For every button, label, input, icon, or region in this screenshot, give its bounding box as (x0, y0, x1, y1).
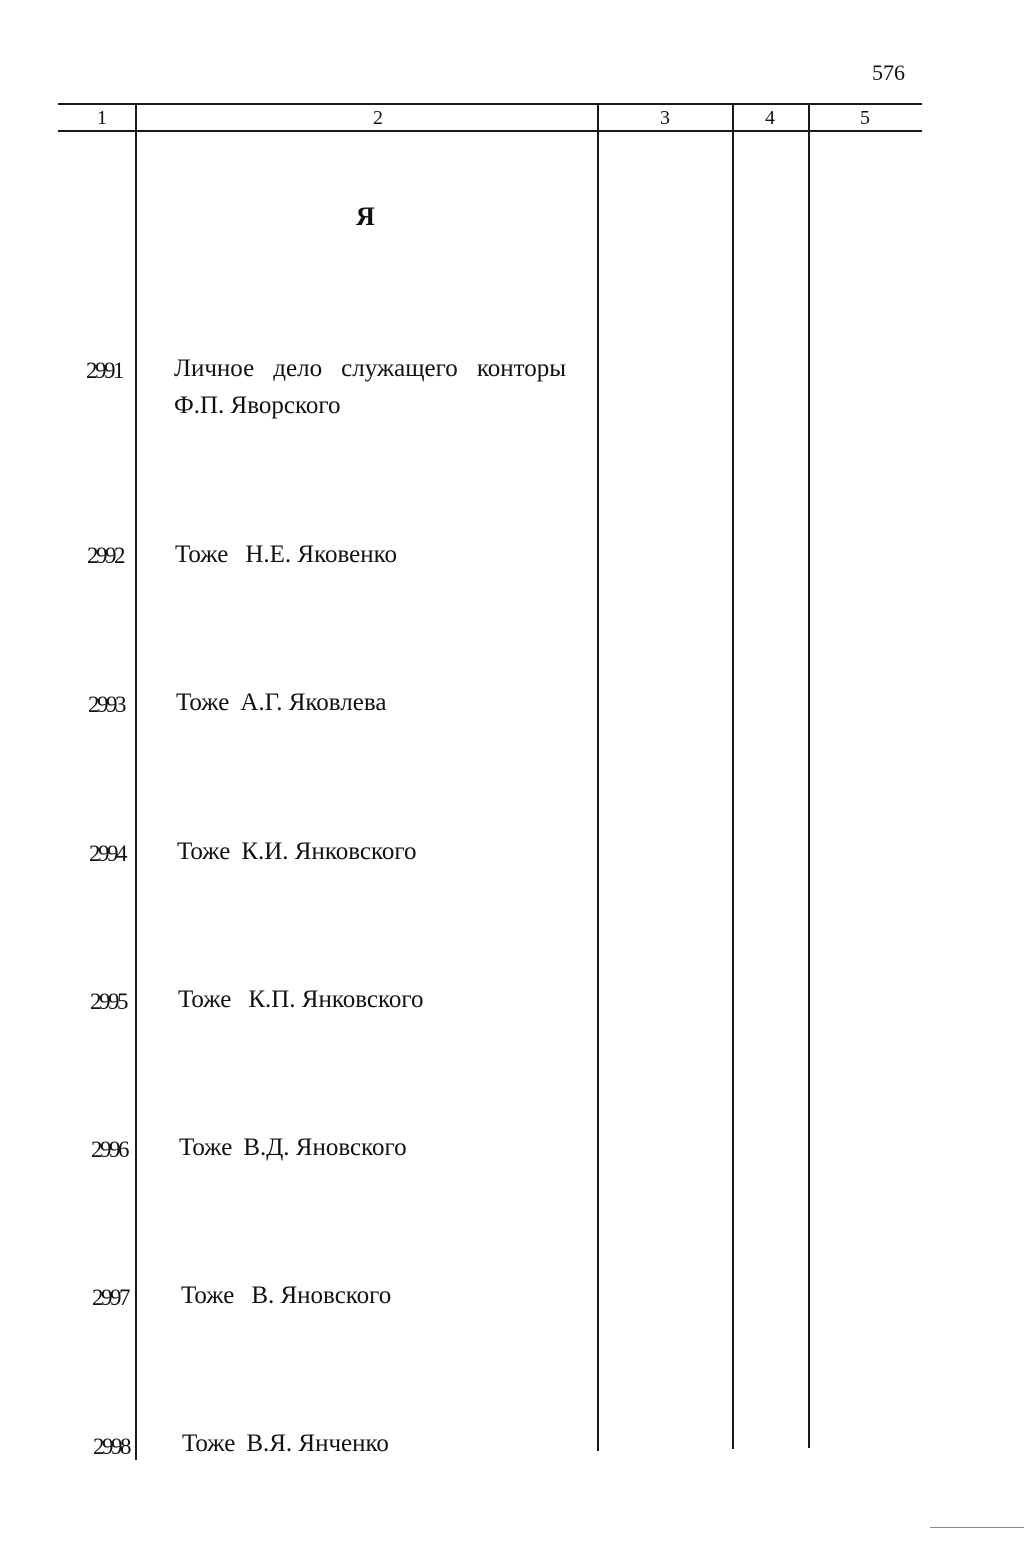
page-number: 576 (872, 60, 905, 85)
scan-edge-line (930, 1527, 1024, 1528)
record-title-line1: Личное дело служащего конторы (174, 355, 566, 382)
record-title (174, 350, 566, 424)
table-header-rule (58, 130, 922, 132)
record-prefix: Тоже (179, 1134, 233, 1161)
record-prefix: Тоже (181, 1282, 235, 1309)
column-header-3: 3 (660, 107, 670, 129)
record-number: 2991 (86, 358, 122, 383)
record-number: 2998 (93, 1434, 129, 1459)
record-title (176, 684, 386, 721)
record-name: Н.Е. Яковенко (245, 541, 397, 568)
record-number: 2993 (88, 692, 124, 717)
record-number: 2992 (87, 543, 123, 568)
record-number: 2996 (91, 1137, 127, 1162)
record-title-line2: Ф.П. Яворского (174, 392, 341, 419)
record-name: А.Г. Яковлева (240, 689, 387, 716)
column-header-5: 5 (860, 107, 870, 129)
record-prefix: Тоже (178, 986, 232, 1013)
record-name: В.Я. Янченко (246, 1430, 389, 1457)
record-name: В. Яновского (251, 1282, 392, 1309)
record-title (178, 981, 423, 1018)
record-title (175, 536, 397, 573)
column-divider-1 (135, 104, 137, 1460)
record-prefix: Тоже (177, 838, 231, 865)
column-header-2: 2 (373, 107, 383, 129)
section-letter: Я (356, 202, 375, 231)
column-header-1: 1 (97, 107, 107, 129)
record-number: 2995 (90, 989, 126, 1014)
column-divider-4 (808, 104, 810, 1448)
record-title (177, 833, 416, 870)
record-title (179, 1129, 407, 1166)
record-number: 2997 (92, 1285, 128, 1310)
record-name: К.П. Янковского (248, 986, 424, 1013)
record-title (181, 1277, 391, 1314)
record-name: К.И. Янковского (241, 838, 417, 865)
record-name: В.Д. Яновского (243, 1134, 407, 1161)
record-number: 2994 (89, 841, 125, 866)
table-top-rule (58, 103, 922, 105)
column-divider-2 (597, 104, 599, 1451)
record-title (182, 1425, 389, 1462)
record-prefix: Тоже (182, 1430, 236, 1457)
record-prefix: Тоже (176, 689, 230, 716)
record-prefix: Тоже (175, 541, 229, 568)
column-header-4: 4 (765, 107, 775, 129)
column-divider-3 (732, 104, 734, 1449)
